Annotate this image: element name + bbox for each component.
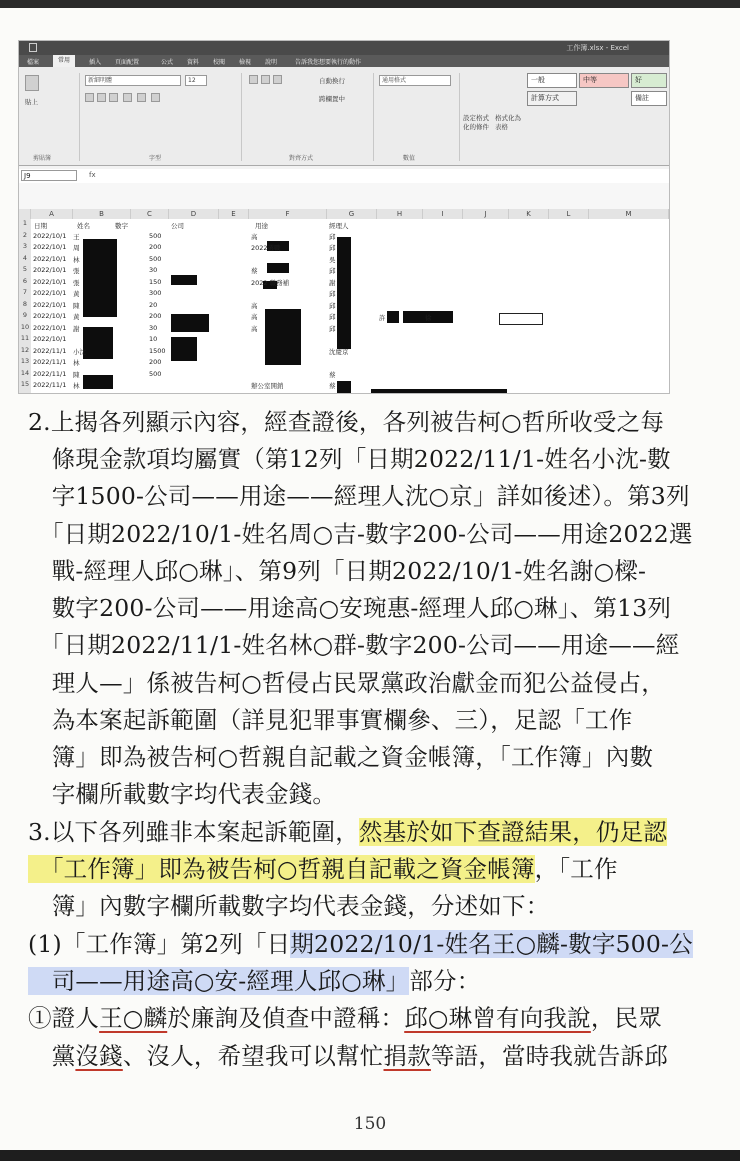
- style-calculation[interactable]: 計算方式: [527, 91, 577, 106]
- cell-i9[interactable]: 徐: [425, 314, 432, 322]
- name-box[interactable]: J9: [21, 170, 77, 181]
- row-number[interactable]: 4: [19, 254, 31, 266]
- cell-date[interactable]: 2022/10/1: [33, 277, 67, 286]
- cell-amount[interactable]: 300: [149, 289, 162, 297]
- cell-f1[interactable]: 用途: [255, 222, 268, 230]
- row-number[interactable]: 2: [19, 231, 31, 243]
- text-line: 理人—」係被告柯○哲侵占民眾黨政治獻金而犯公益侵占，: [28, 669, 665, 697]
- text-span: 3.以下各列雖非本案起訴範圍，: [28, 818, 359, 846]
- text-line: 為本案起訴範圍（詳見犯罪事實欄參、三），足認「工作: [28, 706, 633, 734]
- cell-date[interactable]: 2022/10/1: [33, 312, 67, 320]
- text-line: 「日期2022/11/1-姓名林○群-數字200-公司——用途——經: [28, 631, 680, 659]
- cell-g1[interactable]: 經理人: [329, 222, 349, 230]
- cell-date[interactable]: 2022/11/1: [33, 346, 67, 355]
- redaction-block: [171, 314, 209, 332]
- cell-c1[interactable]: 數字: [115, 222, 128, 230]
- text-line: 條現金款項均屬實（第12列「日期2022/11/1-姓名小沈-數: [28, 445, 671, 473]
- cell-amount[interactable]: 200: [149, 243, 162, 251]
- row-number[interactable]: 6: [19, 277, 31, 289]
- cell-amount[interactable]: 1500: [149, 346, 166, 355]
- text-line: 簿」即為被告柯○哲親自記載之資金帳簿，「工作簿」內數: [28, 743, 654, 771]
- redaction-block: [171, 337, 197, 361]
- cell-manager[interactable]: 蔡: [329, 382, 336, 390]
- cell-manager[interactable]: 邱: [329, 290, 336, 298]
- ribbon-gap: [19, 183, 669, 209]
- cell-name[interactable]: 小沈: [73, 347, 86, 356]
- text-span: 於廉詢及偵查中證稱：: [167, 1004, 405, 1032]
- text-line: 字1500-公司——用途——經理人沈○京」詳如後述）。第3列: [28, 482, 690, 510]
- tab-help[interactable]: 說明: [265, 59, 278, 66]
- cell-date[interactable]: 2022/10/1: [33, 266, 67, 274]
- tab-file[interactable]: 檔案: [27, 59, 40, 66]
- col-header-f[interactable]: F: [249, 209, 327, 219]
- tab-home[interactable]: 常用: [53, 55, 75, 67]
- bold-icon[interactable]: [85, 93, 94, 102]
- redaction-block: [371, 389, 507, 394]
- ribbon-tabs: [19, 55, 669, 67]
- select-all-corner[interactable]: [19, 209, 31, 219]
- highlighted-text: 司——用途高○安-經理人邱○琳」: [28, 967, 410, 995]
- style-good[interactable]: 好: [631, 73, 667, 88]
- ribbon-separator: [459, 73, 460, 161]
- cell-name[interactable]: 謝: [73, 324, 80, 333]
- redaction-block: [387, 311, 399, 323]
- text-span: 部分：: [409, 967, 481, 995]
- row-number[interactable]: [19, 392, 31, 395]
- redaction-block: [265, 309, 301, 365]
- group-label-font: 字型: [149, 155, 162, 162]
- text-span: ，「工作: [534, 855, 618, 883]
- cell-amount[interactable]: 30: [149, 266, 158, 274]
- row-number[interactable]: 11: [19, 334, 31, 346]
- row-number[interactable]: 15: [19, 380, 31, 392]
- wrap-text-button[interactable]: 自動換行: [319, 77, 345, 85]
- col-header-j[interactable]: J: [463, 209, 509, 219]
- cell-manager[interactable]: 邱: [329, 301, 336, 310]
- row-number[interactable]: 14: [19, 369, 31, 381]
- cell-date[interactable]: 2022/10/1: [33, 289, 67, 297]
- highlighted-text: 然基於如下查證結果，仍足認: [358, 818, 668, 846]
- redaction-block: [337, 237, 351, 349]
- cell-amount[interactable]: 200: [149, 312, 162, 320]
- merge-center-button[interactable]: 跨欄置中: [319, 95, 345, 103]
- cell-purpose[interactable]: 高: [251, 232, 258, 241]
- row-number[interactable]: 8: [19, 300, 31, 312]
- fill-color-icon[interactable]: [137, 93, 146, 102]
- cell-date[interactable]: 2022/11/1: [33, 358, 67, 366]
- selected-cell-j9[interactable]: [499, 313, 543, 325]
- cell-name[interactable]: 張: [73, 278, 80, 287]
- text-line: [28, 851, 618, 887]
- cell-date[interactable]: 2022/10/1: [33, 323, 67, 332]
- underline-icon[interactable]: [109, 93, 118, 102]
- align-middle-icon[interactable]: [261, 75, 270, 84]
- row-number[interactable]: 3: [19, 242, 31, 254]
- font-size-select[interactable]: 12: [185, 75, 207, 86]
- tab-formulas[interactable]: 公式: [161, 59, 174, 66]
- cell-b1[interactable]: 姓名: [77, 222, 90, 230]
- cell-amount[interactable]: 30: [149, 323, 158, 332]
- cell-date[interactable]: [33, 393, 66, 395]
- highlighted-text: 「工作簿」即為被告柯○哲親自記載之資金帳簿: [28, 855, 535, 883]
- font-color-icon[interactable]: [151, 93, 160, 102]
- col-header-i[interactable]: I: [423, 209, 463, 219]
- excel-titlebar: [19, 41, 669, 55]
- cell-name[interactable]: 張: [73, 267, 80, 275]
- text-span: 黨: [28, 1042, 76, 1070]
- paste-label: 貼上: [25, 98, 38, 106]
- cell-manager[interactable]: 邱: [329, 244, 336, 252]
- page-bottom-edge: [0, 1150, 740, 1161]
- spreadsheet-grid[interactable]: [19, 209, 669, 393]
- cell-manager[interactable]: 邱: [329, 267, 336, 275]
- tab-review[interactable]: 校閱: [213, 59, 226, 66]
- group-label-number: 數值: [403, 155, 416, 162]
- row-number[interactable]: 12: [19, 346, 31, 358]
- italic-icon[interactable]: [97, 93, 106, 102]
- page-top-edge: [0, 0, 740, 8]
- col-header-a[interactable]: A: [31, 209, 73, 219]
- col-header-c[interactable]: C: [131, 209, 169, 219]
- redaction-block: [267, 263, 289, 273]
- redaction-block: [171, 275, 197, 285]
- col-header-d[interactable]: D: [169, 209, 219, 219]
- excel-file-name: 工作簿.xlsx - Excel: [566, 44, 629, 52]
- text-span: 、沒人，希望我可以幫忙: [122, 1042, 384, 1070]
- excel-file-icon: [29, 43, 37, 52]
- excel-screenshot: [18, 40, 670, 394]
- conditional-format-button[interactable]: 設定格式化的條件: [463, 114, 489, 131]
- tab-view[interactable]: 檢視: [239, 59, 252, 66]
- cell-amount[interactable]: 500: [149, 369, 162, 378]
- text-line: 數字200-公司——用途高○安琬惠-經理人邱○琳」、第13列: [28, 594, 672, 622]
- cell-name[interactable]: 林: [73, 255, 80, 264]
- tab-insert[interactable]: 插入: [89, 59, 102, 66]
- col-header-g[interactable]: G: [327, 209, 377, 219]
- cell-d1[interactable]: 公司: [171, 222, 184, 230]
- ribbon-separator: [241, 73, 242, 161]
- row-number[interactable]: 13: [19, 357, 31, 369]
- cell-name[interactable]: 王: [73, 232, 80, 241]
- tell-me-search[interactable]: 告訴我您想要執行的動作: [295, 59, 362, 66]
- col-header-b[interactable]: B: [73, 209, 131, 219]
- col-header-k[interactable]: K: [509, 209, 549, 219]
- cell-purpose[interactable]: 高: [251, 301, 258, 310]
- cell-name[interactable]: 林: [73, 359, 80, 367]
- style-note[interactable]: 備註: [631, 91, 667, 106]
- cell-purpose[interactable]: 2022 職務補: [251, 278, 290, 287]
- cell-amount[interactable]: 150: [149, 277, 162, 286]
- align-top-icon[interactable]: [249, 75, 258, 84]
- cell-name[interactable]: 黃: [73, 290, 80, 298]
- col-header-h[interactable]: H: [377, 209, 423, 219]
- tab-data[interactable]: 資料: [187, 59, 200, 66]
- cell-date[interactable]: 2022/10/1: [33, 254, 67, 263]
- underlined-text: 邱○琳曾有向我說: [404, 1004, 591, 1032]
- text-line: [28, 926, 693, 962]
- row-number[interactable]: 9: [19, 311, 31, 323]
- cell-name[interactable]: 陳: [73, 370, 80, 379]
- redaction-block: [83, 327, 113, 359]
- cell-name[interactable]: 林: [73, 382, 80, 390]
- cell-name[interactable]: 周: [73, 244, 80, 252]
- cell-a1[interactable]: 日期: [34, 222, 47, 230]
- cell-purpose[interactable]: 2022選戰: [251, 244, 281, 252]
- tab-page-layout[interactable]: 頁面配置: [115, 59, 140, 66]
- paste-icon[interactable]: [25, 75, 39, 91]
- cell-date[interactable]: 2022/10/1: [33, 335, 67, 343]
- text-line: 字欄所載數字均代表金錢。: [28, 780, 337, 808]
- cell-amount[interactable]: 500: [149, 231, 162, 240]
- cell-date[interactable]: 2022/11/1: [33, 369, 67, 378]
- cell-name[interactable]: 黃: [73, 313, 80, 321]
- cell-date[interactable]: 2022/10/1: [33, 300, 67, 309]
- text-span: 等語，當時我就告訴邱: [430, 1042, 668, 1070]
- cell-amount[interactable]: 10: [149, 335, 158, 343]
- align-bottom-icon[interactable]: [273, 75, 282, 84]
- col-header-l[interactable]: L: [549, 209, 589, 219]
- text-line: 「日期2022/10/1-姓名周○吉-數字200-公司——用途2022選: [28, 520, 693, 548]
- cell-purpose[interactable]: 高: [251, 313, 258, 321]
- text-line: [28, 814, 667, 850]
- cell-manager[interactable]: 吳: [329, 255, 336, 264]
- text-line: 簿」內數字欄所載數字均代表金錢，分述如下：: [28, 892, 550, 920]
- page-number: 150: [353, 1114, 387, 1134]
- font-name-select[interactable]: 新細明體: [85, 75, 181, 86]
- cell-purpose[interactable]: 高: [251, 324, 258, 333]
- style-normal[interactable]: 一般: [527, 73, 577, 88]
- redaction-block: [83, 239, 117, 317]
- cell-purpose[interactable]: 辦公室開銷: [251, 382, 284, 390]
- cell-name[interactable]: 陳: [73, 301, 80, 310]
- cell-date[interactable]: 2022/10/1: [33, 231, 67, 240]
- cell-manager[interactable]: 邱: [329, 324, 336, 333]
- text-span: ①證人: [28, 1004, 100, 1032]
- cell-amount[interactable]: 500: [149, 254, 162, 263]
- underlined-text: 王○麟: [99, 1004, 168, 1032]
- number-format-select[interactable]: 通用格式: [379, 75, 451, 86]
- group-label-alignment: 對齊方式: [289, 155, 314, 162]
- ribbon-separator: [373, 73, 374, 161]
- row-number[interactable]: 1: [19, 219, 31, 231]
- formula-bar: [19, 169, 669, 184]
- text-line: [28, 1000, 662, 1036]
- cell-purpose[interactable]: 蔡: [251, 267, 258, 275]
- cell-date[interactable]: 2022/11/1: [33, 381, 67, 389]
- col-header-e[interactable]: E: [219, 209, 249, 219]
- ribbon-separator: [79, 73, 80, 161]
- cell-manager[interactable]: 沈慶京: [329, 347, 349, 356]
- ribbon: [19, 67, 669, 166]
- format-table-button[interactable]: 格式化為表格: [495, 114, 521, 131]
- col-header-m[interactable]: M: [589, 209, 669, 219]
- text-span: (1)「工作簿」第2列「日: [28, 930, 291, 958]
- cell-manager[interactable]: 邱: [329, 232, 336, 241]
- text-span: ，民眾: [590, 1004, 662, 1032]
- group-label-clipboard: 剪貼簿: [33, 155, 52, 162]
- cell-h9[interactable]: 許: [379, 314, 386, 322]
- style-bad[interactable]: 中等: [579, 73, 629, 88]
- cell-date[interactable]: 2022/10/1: [33, 243, 67, 251]
- cell-amount[interactable]: 200: [149, 358, 162, 366]
- highlighted-text: 期2022/10/1-姓名王○麟-數字500-公: [290, 930, 693, 958]
- cell-manager[interactable]: 蔡: [329, 370, 336, 379]
- text-line: 戰-經理人邱○琳」、第9列「日期2022/10/1-姓名謝○樑-: [28, 557, 647, 585]
- underlined-text: 沒錢: [75, 1042, 123, 1070]
- underlined-text: 捐款: [383, 1042, 431, 1070]
- text-line: [28, 1038, 668, 1074]
- borders-icon[interactable]: [123, 93, 132, 102]
- text-line: 2.上揭各列顯示內容，經查證後，各列被告柯○哲所收受之每: [28, 408, 665, 436]
- row-number[interactable]: 10: [19, 323, 31, 335]
- cell-manager[interactable]: 謝: [329, 278, 336, 287]
- cell-amount[interactable]: 20: [149, 300, 158, 309]
- row-number[interactable]: 5: [19, 265, 31, 277]
- redaction-block: [337, 381, 351, 394]
- row-number[interactable]: 7: [19, 288, 31, 300]
- text-line: [28, 963, 480, 999]
- cell-manager[interactable]: 邱: [329, 313, 336, 321]
- redaction-block: [83, 375, 113, 389]
- fx-icon[interactable]: fx: [89, 171, 96, 179]
